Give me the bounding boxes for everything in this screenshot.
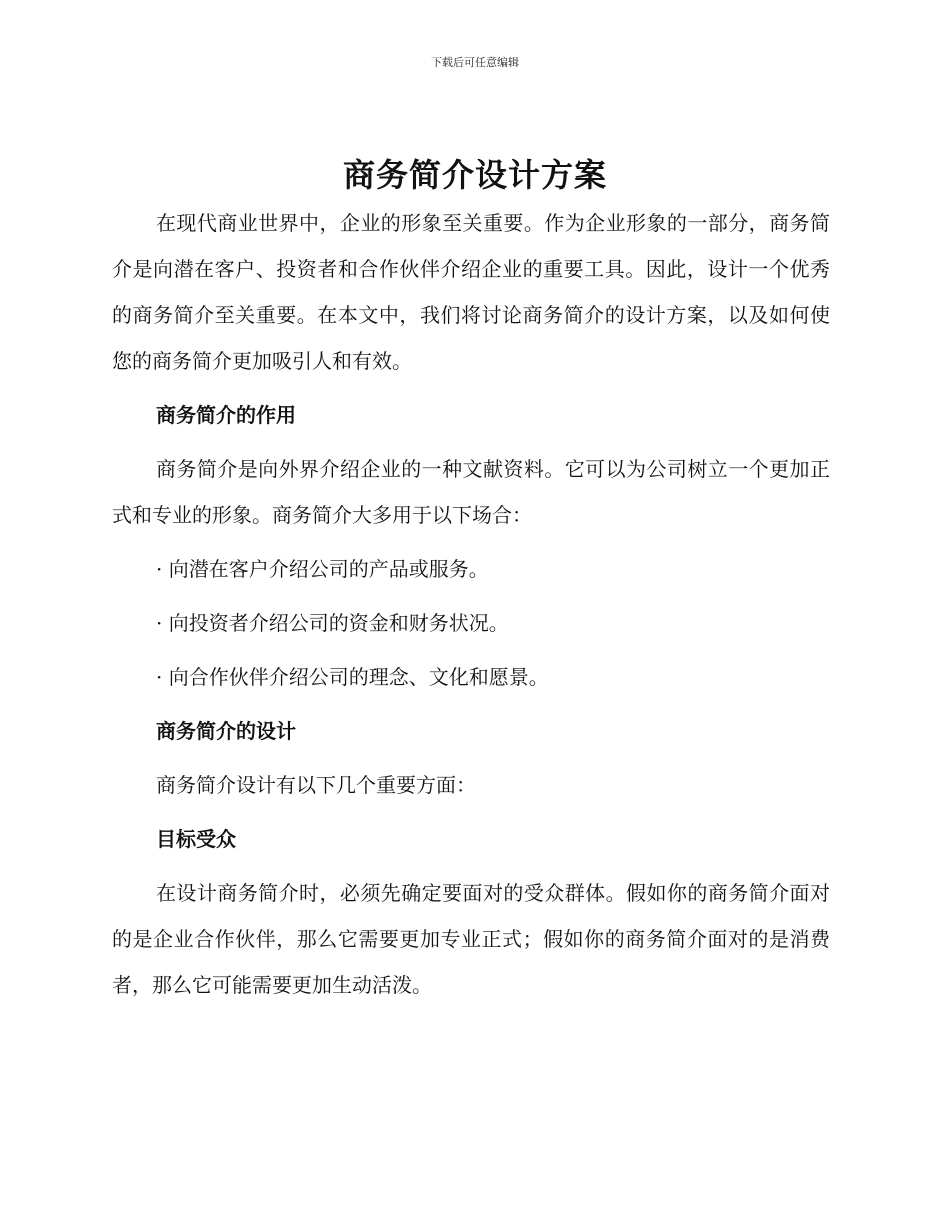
header-note: 下载后可任意编辑 xyxy=(431,56,519,69)
section-heading-audience: 目标受众 xyxy=(156,827,236,851)
list-item: · 向合作伙伴介绍公司的理念、文化和愿景。 xyxy=(156,665,549,689)
list-item: · 向潜在客户介绍公司的产品或服务。 xyxy=(156,557,489,581)
role-paragraph: 商务简介是向外界介绍企业的一种文献资料。它可以为公司树立一个更加正式和专业的形象。商务简介大多用于以下场合： xyxy=(112,457,830,527)
audience-paragraph: 在设计商务简介时，必须先确定要面对的受众群体。假如你的商务简介面对的是企业合作伙伴，那么它需要更加专业正式；假如你的商务简介面对的是消费者，那么它可能需要更加生动活泼。 xyxy=(112,881,830,997)
design-paragraph: 商务简介设计有以下几个重要方面： xyxy=(156,773,476,797)
intro-paragraph: 在现代商业世界中，企业的形象至关重要。作为企业形象的一部分，商务简介是向潜在客户、投资者和合作伙伴介绍企业的重要工具。因此，设计一个优秀的商务简介至关重要。在本文中，我们将讨论商务简介的设计方案，以及如何使您的商务简介更加吸引人和有效。 xyxy=(112,211,830,373)
page-title: 商务简介设计方案 xyxy=(342,156,607,194)
section-heading-design: 商务简介的设计 xyxy=(156,719,296,743)
list-item: · 向投资者介绍公司的资金和财务状况。 xyxy=(156,611,509,635)
section-heading-role: 商务简介的作用 xyxy=(156,403,296,427)
document-body xyxy=(112,200,830,1008)
